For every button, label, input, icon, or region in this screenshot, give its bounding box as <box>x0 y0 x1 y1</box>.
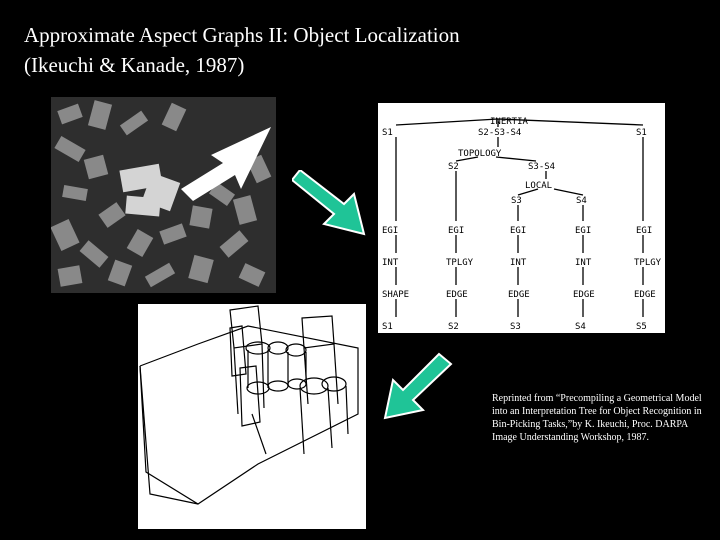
egi-5: EGI <box>636 226 653 236</box>
node-topology: TOPOLOGY <box>458 149 502 159</box>
title-line-1: Approximate Aspect Graphs II: Object Localization <box>24 23 460 47</box>
leaf-2: S2 <box>448 322 459 332</box>
mid-2: TPLGY <box>446 258 474 268</box>
node-local-left: S3 <box>511 196 522 206</box>
slide-title <box>24 20 460 80</box>
node-local: LOCAL <box>525 181 553 191</box>
photo-graphic <box>51 97 276 293</box>
bottom-5: EDGE <box>634 290 656 300</box>
node-topology-right: S3-S4 <box>528 162 556 172</box>
leaf-3: S3 <box>510 322 521 332</box>
interpretation-tree <box>378 103 665 333</box>
node-local-right: S4 <box>576 196 587 206</box>
title-line-2: (Ikeuchi & Kanade, 1987) <box>24 53 245 77</box>
egi-3: EGI <box>510 226 527 236</box>
bottom-2: EDGE <box>446 290 468 300</box>
egi-2: EGI <box>448 226 465 236</box>
arrow-down-left-icon <box>383 352 453 420</box>
arrow-down-right-icon <box>292 170 366 236</box>
bottom-1: SHAPE <box>382 290 410 300</box>
mid-1: INT <box>382 258 399 268</box>
mid-3: INT <box>510 258 527 268</box>
egi-4: EGI <box>575 226 592 236</box>
node-inertia: INERTIA <box>490 117 528 127</box>
leaf-4: S4 <box>575 322 586 332</box>
node-s1-right: S1 <box>636 128 647 138</box>
bin-picking-photo <box>51 97 276 293</box>
bottom-3: EDGE <box>508 290 530 300</box>
node-topology-left: S2 <box>448 162 459 172</box>
credit-text: Reprinted from “Precompiling a Geometrical Model into an Interpretation Tree for Object Recognition in Bin-Picking Tasks,”by K. Ikeuchi, Proc. DARPA Image Understanding Workshop, 1987. <box>492 393 702 443</box>
node-root-group: S2-S3-S4 <box>478 128 522 138</box>
leaf-5: S5 <box>636 322 647 332</box>
mid-5: TPLGY <box>634 258 662 268</box>
wireframe-render <box>138 304 366 529</box>
node-s1-left: S1 <box>382 128 393 138</box>
bottom-4: EDGE <box>573 290 595 300</box>
leaf-1: S1 <box>382 322 393 332</box>
render-graphic <box>138 304 366 529</box>
egi-1: EGI <box>382 226 399 236</box>
mid-4: INT <box>575 258 592 268</box>
tree-graphic <box>378 103 665 333</box>
